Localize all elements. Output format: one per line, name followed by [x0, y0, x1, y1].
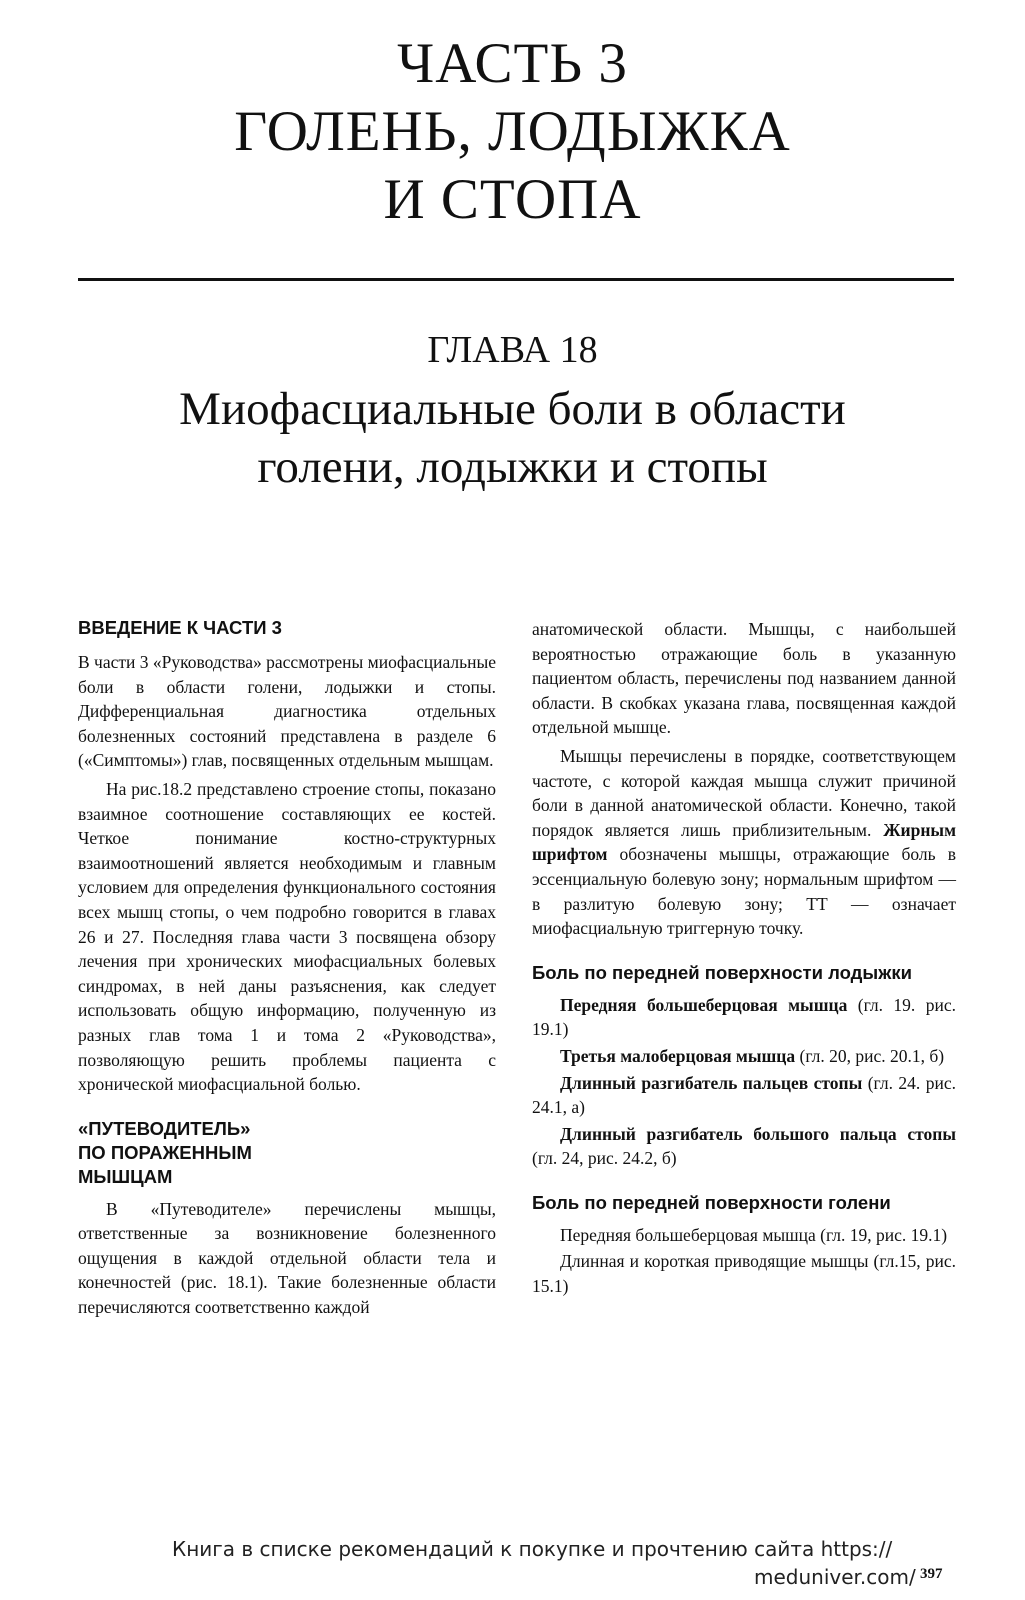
muscle-item [532, 993, 956, 1042]
paragraph: На рис.18.2 представлено строение стопы, показано взаимное соотношение составляющих ее костей. Четкое понимание костно-структурных взаимоотношений является необходимым и главным условием для определения функционального состояния всех мышц стопы, о чем подробно говорится в главах 26 и 27. Последняя глава части 3 посвящена обзору лечения при хронических миофасциальных болевых синдромах, в ней даны разъяснения, как следует использовать общую информацию, полученную из разных глав тома 1 и тома 2 «Руководства», позволяющую решить проблемы пациента с хронической миофасциальной болью. [78, 778, 496, 1095]
muscle-ref: (гл. 24, рис. 24.2, б) [532, 1148, 677, 1169]
chapter-title-line: голени, лодыжки и стопы [257, 441, 768, 493]
muscle-name: Третья малоберцовая мышца [560, 1045, 796, 1066]
section-heading: Боль по передней поверхности лодыжки [532, 961, 912, 983]
part-title-line: ГОЛЕНЬ, ЛОДЫЖКА [234, 100, 791, 163]
muscle-item [532, 1044, 956, 1069]
paragraph: анатомической области. Мышцы, с наибольшей вероятностью отражающие боль в указанную пациентом область, перечислены под названием данной области. В скобках указана глава, посвященная каждой отдельной мышце. [532, 619, 956, 738]
muscle-item [532, 1122, 956, 1171]
muscle-name: Передняя большеберцовая мышца [560, 994, 848, 1015]
heading-line: «ПУТЕВОДИТЕЛЬ» [78, 1117, 251, 1139]
footer-text: Книга в списке рекомендаций к покупке и прочтению сайта https:// [172, 1537, 893, 1561]
heading-line: МЫШЦАМ [78, 1165, 173, 1187]
muscle-item: Длинная и короткая приводящие мышцы (гл.15, рис. 15.1) [532, 1251, 956, 1297]
left-column [78, 616, 496, 1320]
chapter-title-line: Миофасциальные боли в области [179, 383, 846, 435]
muscle-ref: (гл. 24. рис. 24.1, а) [532, 1072, 957, 1118]
chapter-number: ГЛАВА 18 [427, 329, 598, 371]
page-number: 397 [920, 1566, 943, 1582]
section-heading: Боль по передней поверхности голени [532, 1191, 891, 1213]
right-column [532, 617, 956, 1299]
part-title-line: И СТОПА [383, 168, 642, 231]
muscle-item: Передняя большеберцовая мышца (гл. 19, рис. 19.1) [560, 1224, 948, 1245]
section-heading: ВВЕДЕНИЕ К ЧАСТИ 3 [78, 617, 282, 638]
muscle-item [532, 1071, 956, 1120]
text-run: Мышцы перечислены в порядке, соответствующем частоте, с которой каждая мышца служит причиной боли в данной анатомической области. Конечно, такой порядок является лишь приблизительным. [532, 745, 956, 840]
bold-text: Жирным шрифтом [532, 819, 956, 865]
paragraph: В части 3 «Руководства» рассмотрены миофасциальные боли в области голени, лодыжки и стопы. Дифференциальная диагностика отдельных болезненных состояний представлена в разделе 6 («Симптомы») глав, посвященных отдельным мышцам. [78, 652, 496, 771]
footer-link[interactable]: meduniver.com/ [754, 1565, 916, 1589]
heading-line: ПО ПОРАЖЕННЫМ [78, 1141, 252, 1163]
muscle-ref: (гл. 19. рис. 19.1) [532, 994, 956, 1040]
part-title [0, 30, 1025, 234]
muscle-name: Длинный разгибатель большого пальца стопы [560, 1123, 956, 1144]
muscle-ref: (гл. 20, рис. 20.1, б) [795, 1045, 945, 1066]
muscle-name: Длинный разгибатель пальцев стопы [560, 1072, 863, 1093]
horizontal-rule [78, 278, 954, 281]
paragraph [532, 744, 956, 941]
text-run: обозначены мышцы, отражающие боль в эссенциальную болевую зону; нормальным шрифтом — в разлитую болевую зону; ТТ — означает миофасциальную триггерную точку. [532, 844, 956, 939]
chapter-title [0, 380, 1025, 496]
part-title-line: ЧАСТЬ 3 [397, 32, 628, 95]
section-heading [78, 1117, 496, 1189]
paragraph: В «Путеводителе» перечислены мышцы, ответственные за возникновение болезненного ощущения в каждой отдельной области тела и конечностей (рис. 18.1). Такие болезненные области перечисляются соответственно каждой [78, 1198, 496, 1318]
